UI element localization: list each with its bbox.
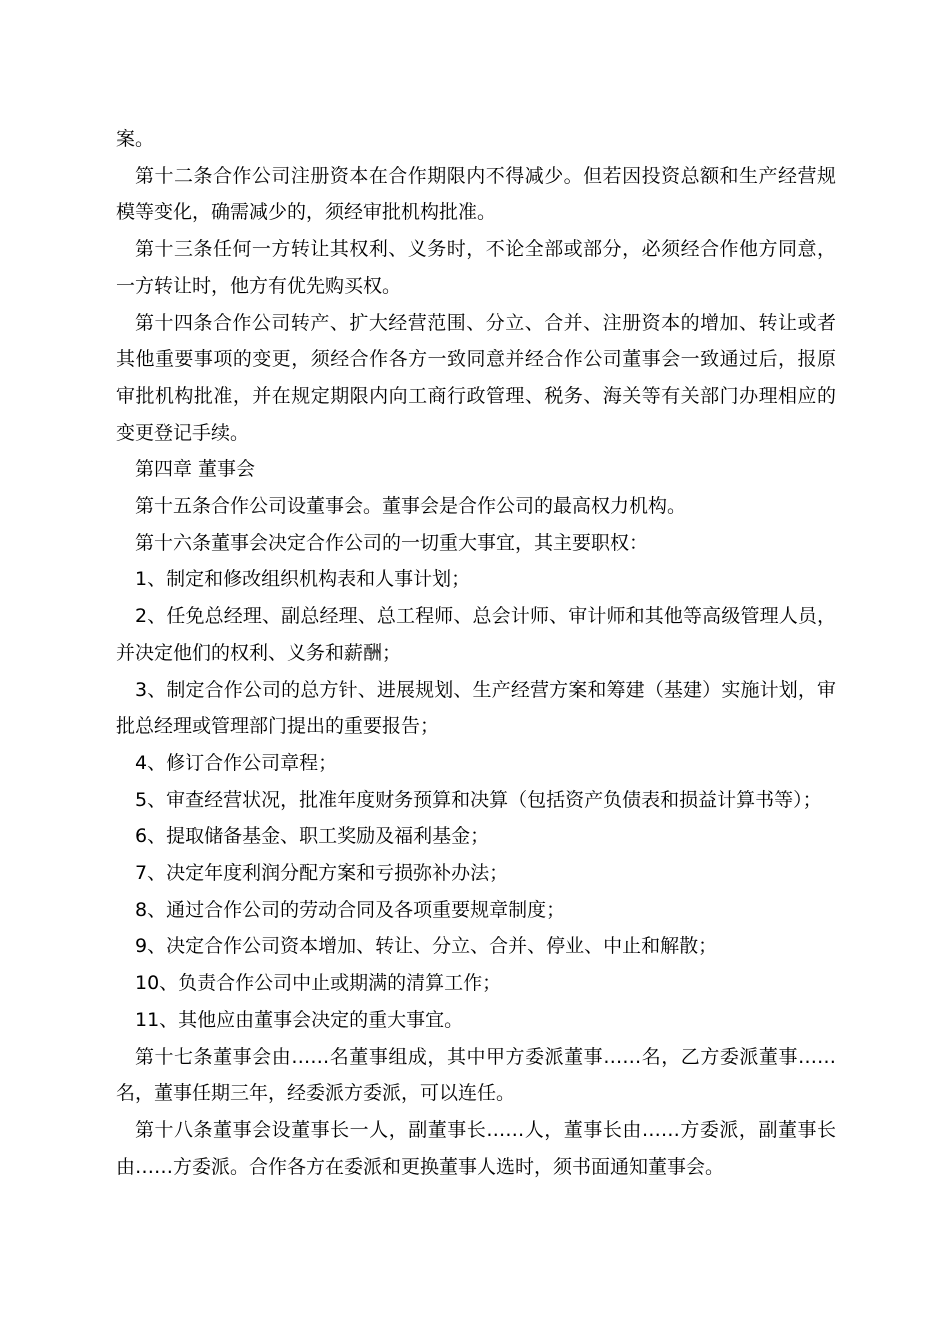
list-item-6: 6、提取储备基金、职工奖励及福利基金； [135, 825, 490, 848]
list-item-2: 2、任免总经理、副总经理、总工程师、总会计师、审计师和其他等高级管理人员，并决定他们的权利、义务和薪酬； [116, 605, 836, 664]
paragraph-article-14: 第十四条合作公司转产、扩大经营范围、分立、合并、注册资本的增加、转让或者其他重要事项的变更，须经合作各方一致同意并经合作公司董事会一致通过后，报原审批机构批准，并在规定期限内向工商行政管理、税务、海关等有关部门办理相应的变更登记手续。 [116, 311, 836, 444]
paragraph-article-16: 第十六条董事会决定合作公司的一切重大事宜，其主要职权： [135, 531, 649, 554]
list-item-8: 8、通过合作公司的劳动合同及各项重要规章制度； [135, 898, 566, 921]
document-page [116, 121, 836, 1185]
list-item-3: 3、制定合作公司的总方针、进展规划、生产经营方案和筹建（基建）实施计划，审批总经理或管理部门提出的重要报告； [116, 678, 836, 738]
chapter-heading: 第四章 董事会 [135, 458, 256, 481]
paragraph-article-17: 第十七条董事会由……名董事组成，其中甲方委派董事……名，乙方委派董事……名，董事任期三年，经委派方委派，可以连任。 [116, 1045, 836, 1105]
list-item-4: 4、修订合作公司章程； [135, 751, 338, 774]
list-item-7: 7、决定年度利润分配方案和亏损弥补办法； [135, 862, 509, 885]
paragraph-article-18: 第十八条董事会设董事长一人，副董事长……人，董事长由……方委派，副董事长由……方委派。合作各方在委派和更换董事人选时，须书面通知董事会。 [116, 1118, 836, 1178]
paragraph-article-13: 第十三条任何一方转让其权利、义务时，不论全部或部分，必须经合作他方同意，一方转让时，他方有优先购买权。 [116, 238, 836, 297]
list-item-1: 1、制定和修改组织机构表和人事计划； [135, 568, 471, 591]
list-item-5: 5、审查经营状况，批准年度财务预算和决算（包括资产负债表和损益计算书等）； [135, 788, 822, 811]
paragraph-article-15: 第十五条合作公司设董事会。董事会是合作公司的最高权力机构。 [135, 495, 687, 518]
list-item-9: 9、决定合作公司资本增加、转让、分立、合并、停业、中止和解散； [135, 935, 718, 958]
paragraph-continuation: 案。 [116, 128, 155, 150]
list-item-10: 10、负责合作公司中止或期满的清算工作； [135, 972, 502, 995]
list-item-11: 11、其他应由董事会决定的重大事宜。 [135, 1008, 464, 1031]
paragraph-article-12: 第十二条合作公司注册资本在合作期限内不得减少。但若因投资总额和生产经营规模等变化，确需减少的，须经审批机构批准。 [116, 164, 836, 224]
